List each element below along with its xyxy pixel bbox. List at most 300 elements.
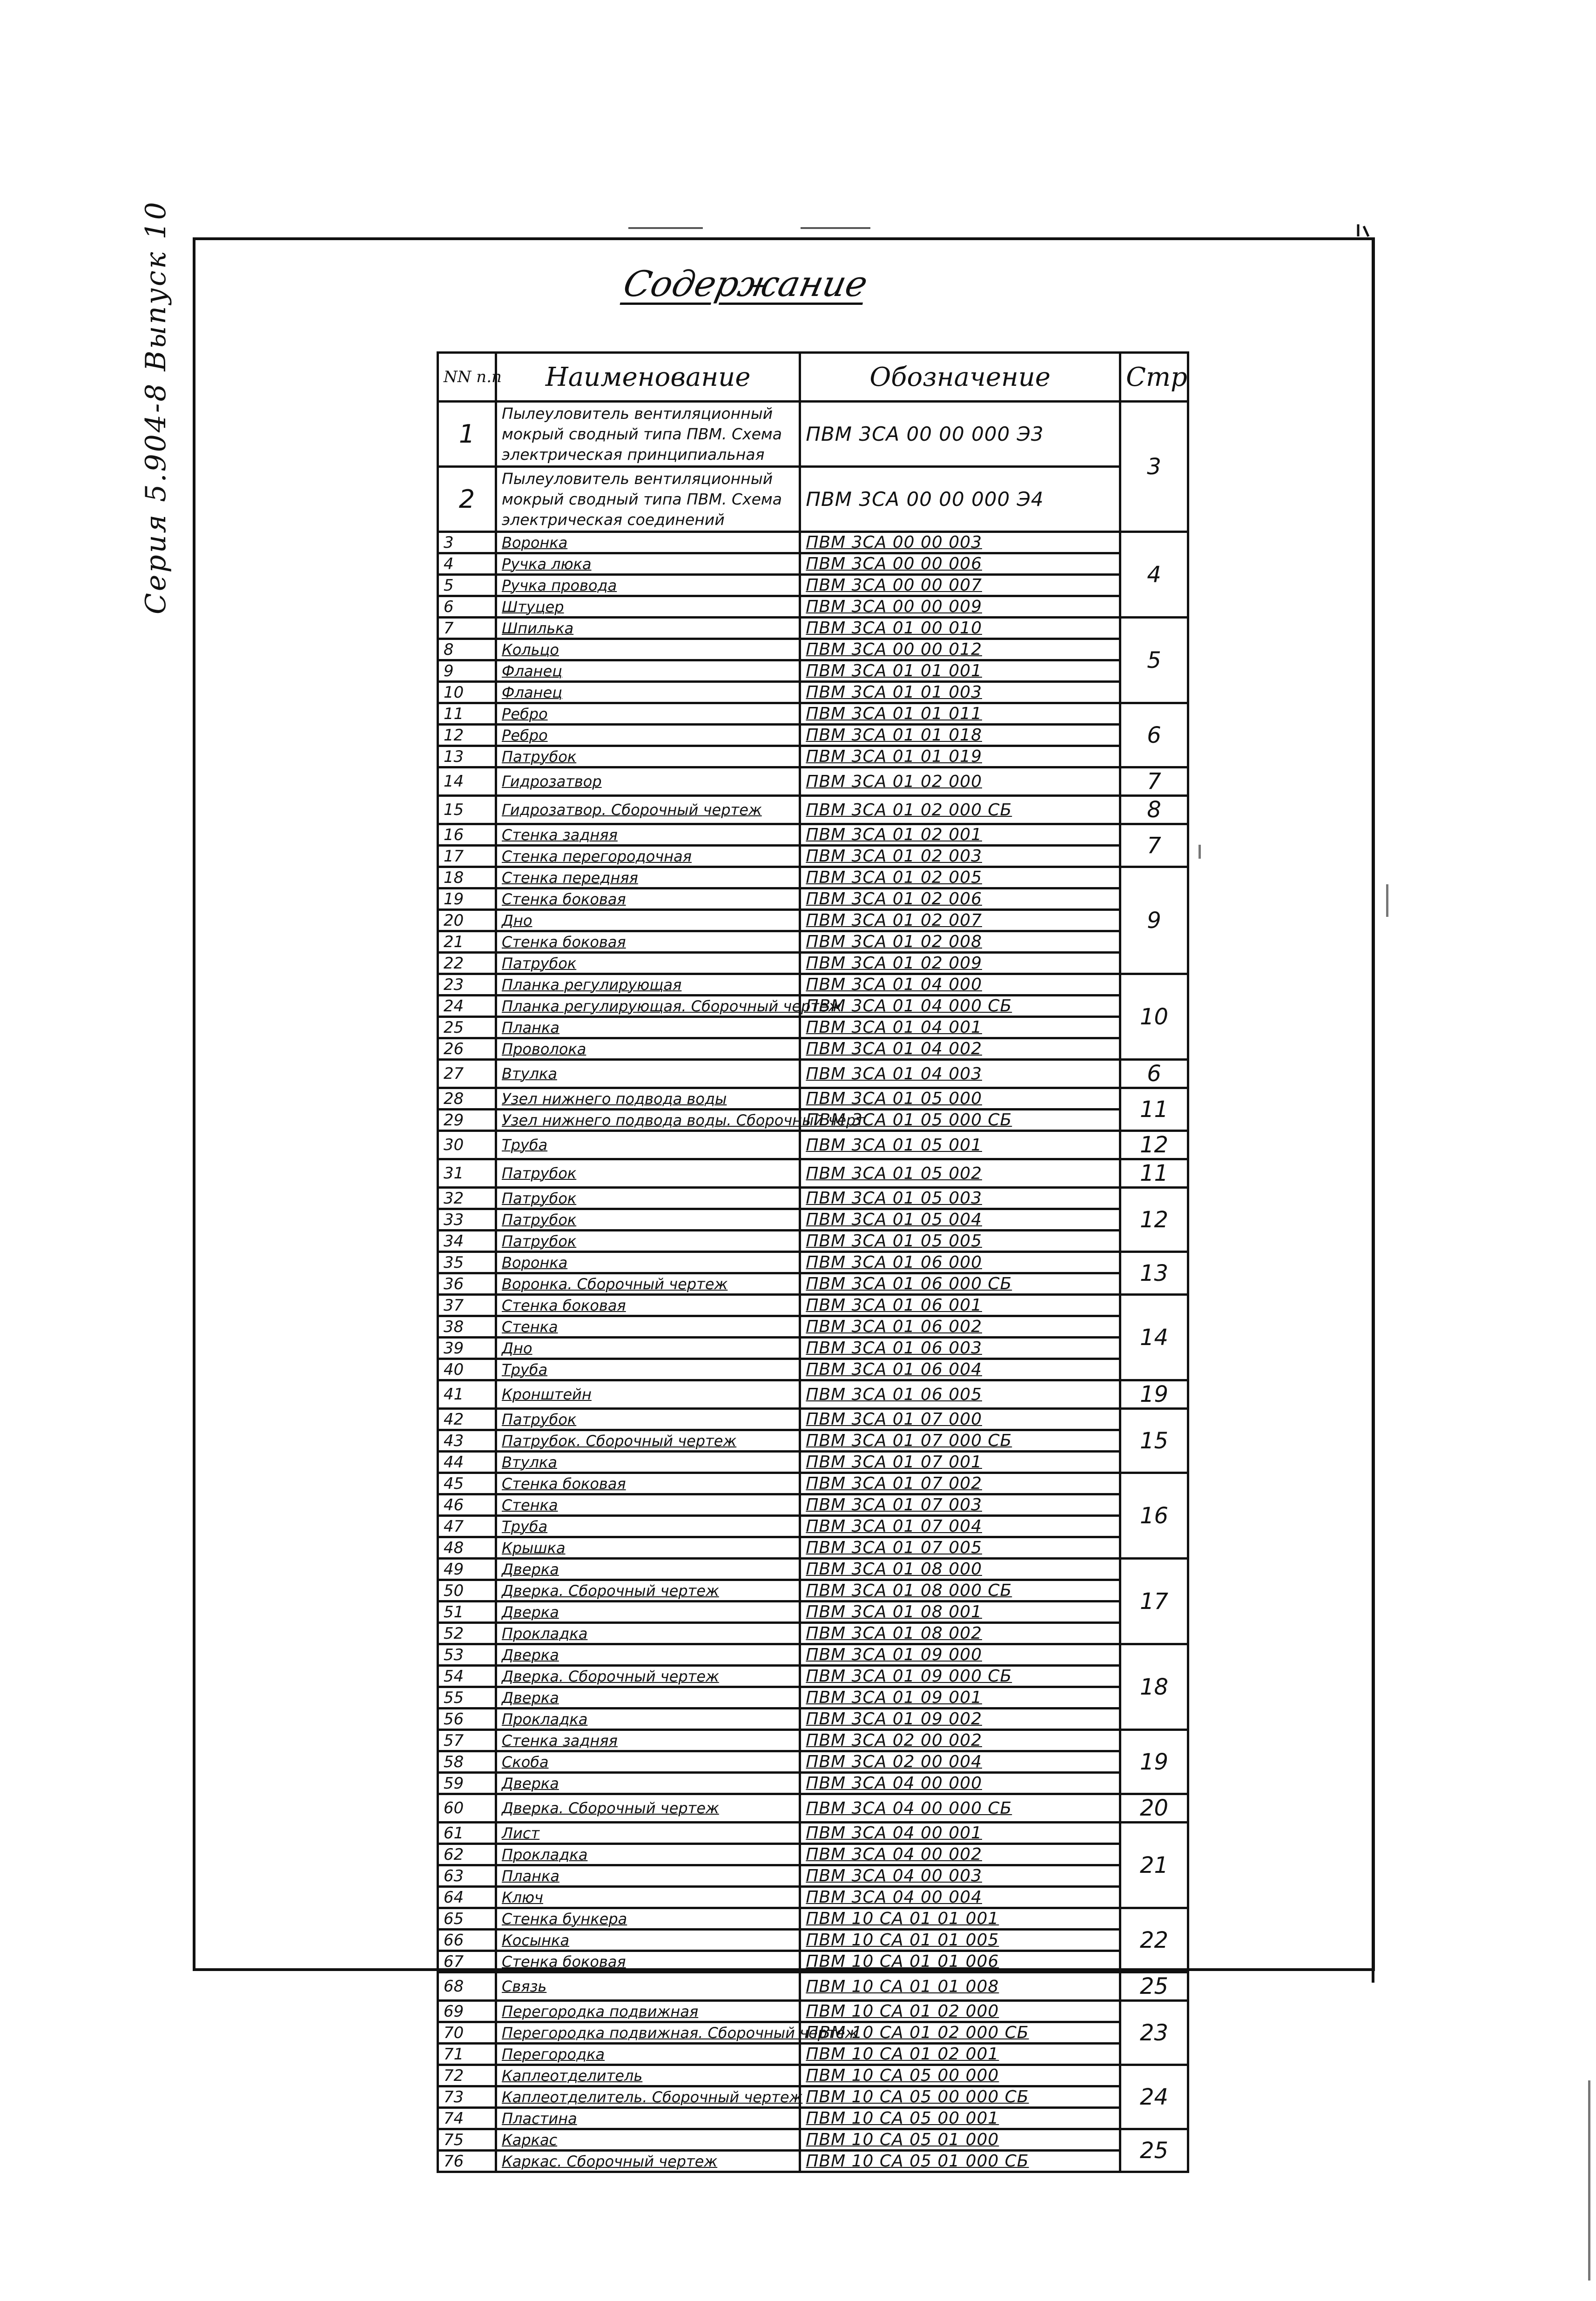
row-page: 4 — [1120, 532, 1188, 618]
row-number: 58 — [438, 1751, 496, 1773]
row-page: 10 — [1120, 974, 1188, 1060]
table-row — [438, 725, 1188, 746]
row-number: 23 — [438, 974, 496, 996]
row-page: 22 — [1120, 1908, 1188, 1972]
row-code: ПВМ 3СА 01 07 000 — [800, 1409, 1120, 1430]
row-number: 19 — [438, 888, 496, 910]
row-code: ПВМ 3СА 04 00 000 СБ — [800, 1794, 1120, 1823]
table-row — [438, 1494, 1188, 1516]
table-row — [438, 1295, 1188, 1316]
row-number: 76 — [438, 2151, 496, 2172]
table-row — [438, 1516, 1188, 1537]
header-code: Обозначение — [800, 353, 1120, 402]
row-number: 8 — [438, 639, 496, 660]
row-name: Патрубок — [496, 1231, 800, 1252]
row-number: 72 — [438, 2065, 496, 2086]
row-page: 19 — [1120, 1730, 1188, 1794]
row-number: 41 — [438, 1380, 496, 1409]
table-row — [438, 974, 1188, 996]
row-number: 57 — [438, 1730, 496, 1751]
row-number: 7 — [438, 618, 496, 639]
table-row — [438, 910, 1188, 931]
row-code: ПВМ 3СА 00 00 000 Э3 — [800, 402, 1120, 467]
series-side-label: Серия 5.904-8 Выпуск 10 — [140, 200, 172, 614]
row-page: 6 — [1120, 1060, 1188, 1088]
row-number: 24 — [438, 996, 496, 1017]
row-code: ПВМ 3СА 04 00 003 — [800, 1865, 1120, 1887]
row-number: 10 — [438, 682, 496, 703]
table-row — [438, 1930, 1188, 1951]
row-code: ПВМ 3СА 01 07 001 — [800, 1452, 1120, 1473]
table-row — [438, 1908, 1188, 1930]
table-row — [438, 888, 1188, 910]
table-row — [438, 1060, 1188, 1088]
row-number: 37 — [438, 1295, 496, 1316]
row-name: Фланец — [496, 682, 800, 703]
row-number: 75 — [438, 2129, 496, 2151]
table-row — [438, 1110, 1188, 1131]
row-number: 31 — [438, 1159, 496, 1188]
row-name: Крышка — [496, 1537, 800, 1559]
row-page: 11 — [1120, 1088, 1188, 1131]
row-code: ПВМ 10 СА 01 01 006 — [800, 1951, 1120, 1972]
table-row — [438, 2001, 1188, 2022]
table-row — [438, 2151, 1188, 2172]
scan-artifact-mark — [1386, 884, 1388, 917]
row-code: ПВМ 3СА 00 00 009 — [800, 596, 1120, 618]
header-nn: NN п.п — [438, 353, 496, 402]
row-name: Патрубок — [496, 746, 800, 767]
row-code: ПВМ 3СА 02 00 004 — [800, 1751, 1120, 1773]
row-name: Перегородка подвижная — [496, 2001, 800, 2022]
row-code: ПВМ 3СА 01 02 008 — [800, 931, 1120, 953]
row-code: ПВМ 10 СА 01 02 000 — [800, 2001, 1120, 2022]
table-row — [438, 1231, 1188, 1252]
row-page: 15 — [1120, 1409, 1188, 1473]
row-number: 6 — [438, 596, 496, 618]
row-code: ПВМ 3СА 01 01 003 — [800, 682, 1120, 703]
table-row — [438, 1601, 1188, 1623]
row-number: 65 — [438, 1908, 496, 1930]
row-number: 42 — [438, 1409, 496, 1430]
row-page: 19 — [1120, 1380, 1188, 1409]
table-row — [438, 1409, 1188, 1430]
table-row — [438, 2086, 1188, 2108]
row-number: 34 — [438, 1231, 496, 1252]
table-row — [438, 1473, 1188, 1494]
row-number: 62 — [438, 1844, 496, 1865]
row-number: 30 — [438, 1131, 496, 1159]
row-number: 32 — [438, 1188, 496, 1209]
table-row — [438, 618, 1188, 639]
row-code: ПВМ 3СА 01 07 005 — [800, 1537, 1120, 1559]
row-name: Стенка бункера — [496, 1908, 800, 1930]
row-number: 22 — [438, 953, 496, 974]
row-name: Каплеотделитель — [496, 2065, 800, 2086]
row-name: Дверка. Сборочный чертеж — [496, 1794, 800, 1823]
table-row — [438, 1209, 1188, 1231]
row-code: ПВМ 3СА 00 00 003 — [800, 532, 1120, 553]
row-name: Втулка — [496, 1452, 800, 1473]
row-number: 60 — [438, 1794, 496, 1823]
row-code: ПВМ 3СА 01 02 000 СБ — [800, 796, 1120, 824]
row-number: 50 — [438, 1580, 496, 1601]
table-row — [438, 1131, 1188, 1159]
row-name: Пластина — [496, 2108, 800, 2129]
row-number: 15 — [438, 796, 496, 824]
row-number: 12 — [438, 725, 496, 746]
table-row — [438, 682, 1188, 703]
table-row — [438, 1865, 1188, 1887]
row-name: Планка регулирующая. Сборочный чертеж — [496, 996, 800, 1017]
row-code: ПВМ 3СА 01 08 002 — [800, 1623, 1120, 1644]
row-number: 56 — [438, 1709, 496, 1730]
table-row — [438, 1188, 1188, 1209]
table-row — [438, 1794, 1188, 1823]
row-name: Ребро — [496, 725, 800, 746]
table-row — [438, 867, 1188, 888]
table-row — [438, 1823, 1188, 1844]
row-number: 74 — [438, 2108, 496, 2129]
table-row — [438, 1644, 1188, 1666]
row-number: 67 — [438, 1951, 496, 1972]
row-code: ПВМ 3СА 01 02 001 — [800, 824, 1120, 846]
row-code: ПВМ 10 СА 05 00 001 — [800, 2108, 1120, 2129]
table-row — [438, 1359, 1188, 1380]
header-name: Наименование — [496, 353, 800, 402]
row-name: Пылеуловитель вентиляционный мокрый сводный типа ПВМ. Схема электрическая принципиальная — [496, 402, 800, 467]
row-number: 64 — [438, 1887, 496, 1908]
row-name: Проволока — [496, 1038, 800, 1060]
row-code: ПВМ 3СА 01 08 000 СБ — [800, 1580, 1120, 1601]
row-page: 8 — [1120, 796, 1188, 824]
row-code: ПВМ 3СА 01 06 001 — [800, 1295, 1120, 1316]
row-code: ПВМ 3СА 01 04 001 — [800, 1017, 1120, 1038]
row-code: ПВМ 3СА 01 01 001 — [800, 660, 1120, 682]
row-number: 53 — [438, 1644, 496, 1666]
row-code: ПВМ 3СА 01 02 003 — [800, 846, 1120, 867]
table-row — [438, 703, 1188, 725]
row-code: ПВМ 3СА 01 06 005 — [800, 1380, 1120, 1409]
row-code: ПВМ 10 СА 01 01 005 — [800, 1930, 1120, 1951]
row-number: 4 — [438, 553, 496, 575]
row-code: ПВМ 3СА 01 04 000 — [800, 974, 1120, 996]
row-code: ПВМ 3СА 01 07 003 — [800, 1494, 1120, 1516]
table-row — [438, 1273, 1188, 1295]
row-code: ПВМ 3СА 00 00 012 — [800, 639, 1120, 660]
table-row — [438, 1666, 1188, 1687]
table-row — [438, 575, 1188, 596]
row-name: Каркас — [496, 2129, 800, 2151]
table-row — [438, 1887, 1188, 1908]
row-code: ПВМ 3СА 00 00 000 Э4 — [800, 467, 1120, 532]
row-code: ПВМ 3СА 01 04 000 СБ — [800, 996, 1120, 1017]
row-name: Стенка боковая — [496, 888, 800, 910]
table-row — [438, 467, 1188, 532]
table-row — [438, 1159, 1188, 1188]
row-name: Дно — [496, 1338, 800, 1359]
row-code: ПВМ 3СА 04 00 001 — [800, 1823, 1120, 1844]
row-page: 3 — [1120, 402, 1188, 532]
row-name: Прокладка — [496, 1709, 800, 1730]
row-name: Дверка — [496, 1601, 800, 1623]
row-code: ПВМ 3СА 04 00 002 — [800, 1844, 1120, 1865]
row-name: Перегородка — [496, 2044, 800, 2065]
row-name: Прокладка — [496, 1844, 800, 1865]
row-code: ПВМ 10 СА 05 00 000 СБ — [800, 2086, 1120, 2108]
row-code: ПВМ 3СА 00 00 006 — [800, 553, 1120, 575]
row-name: Дверка — [496, 1644, 800, 1666]
table-row — [438, 1537, 1188, 1559]
table-row — [438, 1252, 1188, 1273]
row-name: Ручка люка — [496, 553, 800, 575]
row-name: Перегородка подвижная. Сборочный чертеж — [496, 2022, 800, 2044]
table-row — [438, 1338, 1188, 1359]
row-number: 14 — [438, 767, 496, 796]
table-row — [438, 1017, 1188, 1038]
row-code: ПВМ 3СА 01 06 003 — [800, 1338, 1120, 1359]
row-name: Патрубок — [496, 1159, 800, 1188]
table-row — [438, 846, 1188, 867]
row-code: ПВМ 3СА 01 05 000 — [800, 1088, 1120, 1110]
row-number: 5 — [438, 575, 496, 596]
table-row — [438, 1751, 1188, 1773]
row-code: ПВМ 10 СА 01 01 001 — [800, 1908, 1120, 1930]
row-code: ПВМ 3СА 04 00 004 — [800, 1887, 1120, 1908]
table-row — [438, 532, 1188, 553]
row-number: 1 — [438, 402, 496, 467]
row-number: 35 — [438, 1252, 496, 1273]
table-row — [438, 953, 1188, 974]
row-name: Патрубок — [496, 953, 800, 974]
row-name: Ключ — [496, 1887, 800, 1908]
row-code: ПВМ 3СА 01 01 011 — [800, 703, 1120, 725]
scan-artifact-mark — [1588, 2080, 1590, 2281]
table-row — [438, 1430, 1188, 1452]
row-name: Планка регулирующая — [496, 974, 800, 996]
row-code: ПВМ 3СА 04 00 000 — [800, 1773, 1120, 1794]
table-row — [438, 1559, 1188, 1580]
row-code: ПВМ 3СА 01 05 001 — [800, 1131, 1120, 1159]
row-page: 23 — [1120, 2001, 1188, 2065]
row-name: Патрубок — [496, 1209, 800, 1231]
row-name: Гидрозатвор. Сборочный чертеж — [496, 796, 800, 824]
row-name: Труба — [496, 1131, 800, 1159]
row-number: 38 — [438, 1316, 496, 1338]
row-code: ПВМ 3СА 01 01 018 — [800, 725, 1120, 746]
table-row — [438, 2044, 1188, 2065]
scan-artifact-line — [628, 227, 703, 229]
row-code: ПВМ 3СА 01 09 000 — [800, 1644, 1120, 1666]
row-number: 39 — [438, 1338, 496, 1359]
row-number: 69 — [438, 2001, 496, 2022]
row-code: ПВМ 3СА 01 02 000 — [800, 767, 1120, 796]
row-code: ПВМ 3СА 01 05 000 СБ — [800, 1110, 1120, 1131]
row-name: Дверка. Сборочный чертеж — [496, 1580, 800, 1601]
table-row — [438, 1380, 1188, 1409]
table-row — [438, 2108, 1188, 2129]
row-code: ПВМ 3СА 01 07 004 — [800, 1516, 1120, 1537]
row-name: Втулка — [496, 1060, 800, 1088]
row-name: Воронка — [496, 1252, 800, 1273]
row-code: ПВМ 3СА 01 08 000 — [800, 1559, 1120, 1580]
row-name: Дверка — [496, 1687, 800, 1709]
row-name: Связь — [496, 1972, 800, 2001]
table-row — [438, 1316, 1188, 1338]
row-page: 18 — [1120, 1644, 1188, 1730]
table-row — [438, 1687, 1188, 1709]
row-number: 70 — [438, 2022, 496, 2044]
table-row — [438, 796, 1188, 824]
row-code: ПВМ 3СА 01 08 001 — [800, 1601, 1120, 1623]
row-name: Прокладка — [496, 1623, 800, 1644]
row-number: 73 — [438, 2086, 496, 2108]
page-title: Содержание — [620, 263, 872, 304]
row-number: 52 — [438, 1623, 496, 1644]
row-page: 20 — [1120, 1794, 1188, 1823]
row-number: 16 — [438, 824, 496, 846]
scan-artifact-line — [801, 227, 870, 229]
row-code: ПВМ 3СА 01 01 019 — [800, 746, 1120, 767]
row-number: 17 — [438, 846, 496, 867]
table-row — [438, 1038, 1188, 1060]
row-name: Стенка боковая — [496, 1295, 800, 1316]
row-number: 27 — [438, 1060, 496, 1088]
row-page: 25 — [1120, 2129, 1188, 2172]
row-code: ПВМ 3СА 01 06 002 — [800, 1316, 1120, 1338]
row-code: ПВМ 3СА 01 06 000 — [800, 1252, 1120, 1273]
row-name: Стенка боковая — [496, 1473, 800, 1494]
row-name: Стенка боковая — [496, 931, 800, 953]
table-row — [438, 1773, 1188, 1794]
row-page: 12 — [1120, 1131, 1188, 1159]
table-row — [438, 660, 1188, 682]
row-number: 51 — [438, 1601, 496, 1623]
row-code: ПВМ 3СА 01 07 000 СБ — [800, 1430, 1120, 1452]
row-name: Гидрозатвор — [496, 767, 800, 796]
row-code: ПВМ 3СА 01 02 009 — [800, 953, 1120, 974]
row-name: Шпилька — [496, 618, 800, 639]
row-page: 17 — [1120, 1559, 1188, 1644]
row-code: ПВМ 3СА 01 04 002 — [800, 1038, 1120, 1060]
row-name: Кольцо — [496, 639, 800, 660]
row-code: ПВМ 3СА 01 02 007 — [800, 910, 1120, 931]
row-number: 26 — [438, 1038, 496, 1060]
row-page: 16 — [1120, 1473, 1188, 1559]
row-name: Стенка передняя — [496, 867, 800, 888]
row-number: 46 — [438, 1494, 496, 1516]
row-page: 11 — [1120, 1159, 1188, 1188]
table-row — [438, 1580, 1188, 1601]
table-row — [438, 1730, 1188, 1751]
row-page: 7 — [1120, 767, 1188, 796]
row-code: ПВМ 3СА 01 07 002 — [800, 1473, 1120, 1494]
row-code: ПВМ 3СА 01 05 004 — [800, 1209, 1120, 1231]
row-name: Стенка задняя — [496, 824, 800, 846]
row-code: ПВМ 3СА 00 00 007 — [800, 575, 1120, 596]
row-number: 21 — [438, 931, 496, 953]
table-header-row — [438, 353, 1188, 402]
row-number: 33 — [438, 1209, 496, 1231]
row-name: Каркас. Сборочный чертеж — [496, 2151, 800, 2172]
row-code: ПВМ 10 СА 01 02 001 — [800, 2044, 1120, 2065]
row-code: ПВМ 3СА 01 05 002 — [800, 1159, 1120, 1188]
row-name: Дно — [496, 910, 800, 931]
row-name: Стенка задняя — [496, 1730, 800, 1751]
row-code: ПВМ 3СА 01 05 005 — [800, 1231, 1120, 1252]
row-name: Патрубок. Сборочный чертеж — [496, 1430, 800, 1452]
row-name: Патрубок — [496, 1409, 800, 1430]
row-code: ПВМ 3СА 01 02 005 — [800, 867, 1120, 888]
table-row — [438, 2129, 1188, 2151]
table-row — [438, 1452, 1188, 1473]
row-code: ПВМ 10 СА 01 01 008 — [800, 1972, 1120, 2001]
row-code: ПВМ 3СА 01 05 003 — [800, 1188, 1120, 1209]
table-row — [438, 1709, 1188, 1730]
table-row — [438, 1951, 1188, 1972]
row-number: 18 — [438, 867, 496, 888]
row-name: Дверка. Сборочный чертеж — [496, 1666, 800, 1687]
row-number: 40 — [438, 1359, 496, 1380]
row-name: Фланец — [496, 660, 800, 682]
row-number: 66 — [438, 1930, 496, 1951]
row-number: 43 — [438, 1430, 496, 1452]
row-page: 25 — [1120, 1972, 1188, 2001]
row-page: 13 — [1120, 1252, 1188, 1295]
row-code: ПВМ 3СА 01 02 006 — [800, 888, 1120, 910]
row-name: Воронка. Сборочный чертеж — [496, 1273, 800, 1295]
row-number: 61 — [438, 1823, 496, 1844]
row-name: Дверка — [496, 1773, 800, 1794]
row-name: Стенка боковая — [496, 1951, 800, 1972]
row-number: 11 — [438, 703, 496, 725]
row-name: Стенка — [496, 1316, 800, 1338]
row-code: ПВМ 3СА 01 09 002 — [800, 1709, 1120, 1730]
row-code: ПВМ 3СА 02 00 002 — [800, 1730, 1120, 1751]
row-name: Дверка — [496, 1559, 800, 1580]
row-number: 44 — [438, 1452, 496, 1473]
row-number: 71 — [438, 2044, 496, 2065]
row-code: ПВМ 3СА 01 00 010 — [800, 618, 1120, 639]
table-row — [438, 1844, 1188, 1865]
row-number: 20 — [438, 910, 496, 931]
row-code: ПВМ 10 СА 05 01 000 — [800, 2129, 1120, 2151]
row-code: ПВМ 3СА 01 04 003 — [800, 1060, 1120, 1088]
table-row — [438, 996, 1188, 1017]
row-number: 25 — [438, 1017, 496, 1038]
table-row — [438, 767, 1188, 796]
row-page: 12 — [1120, 1188, 1188, 1252]
row-number: 55 — [438, 1687, 496, 1709]
row-code: ПВМ 10 СА 05 01 000 СБ — [800, 2151, 1120, 2172]
row-code: ПВМ 3СА 01 09 000 СБ — [800, 1666, 1120, 1687]
table-row — [438, 1623, 1188, 1644]
row-page: 14 — [1120, 1295, 1188, 1380]
frame-corner-mark — [1350, 222, 1378, 236]
row-number: 13 — [438, 746, 496, 767]
row-name: Пылеуловитель вентиляционный мокрый сводный типа ПВМ. Схема электрическая соединений — [496, 467, 800, 532]
row-page: 5 — [1120, 618, 1188, 703]
row-number: 63 — [438, 1865, 496, 1887]
table-row — [438, 746, 1188, 767]
row-number: 59 — [438, 1773, 496, 1794]
table-row — [438, 1972, 1188, 2001]
row-name: Кронштейн — [496, 1380, 800, 1409]
row-name: Труба — [496, 1516, 800, 1537]
row-page: 21 — [1120, 1823, 1188, 1908]
row-name: Штуцер — [496, 596, 800, 618]
row-name: Узел нижнего подвода воды. Сборочный черт. — [496, 1110, 800, 1131]
